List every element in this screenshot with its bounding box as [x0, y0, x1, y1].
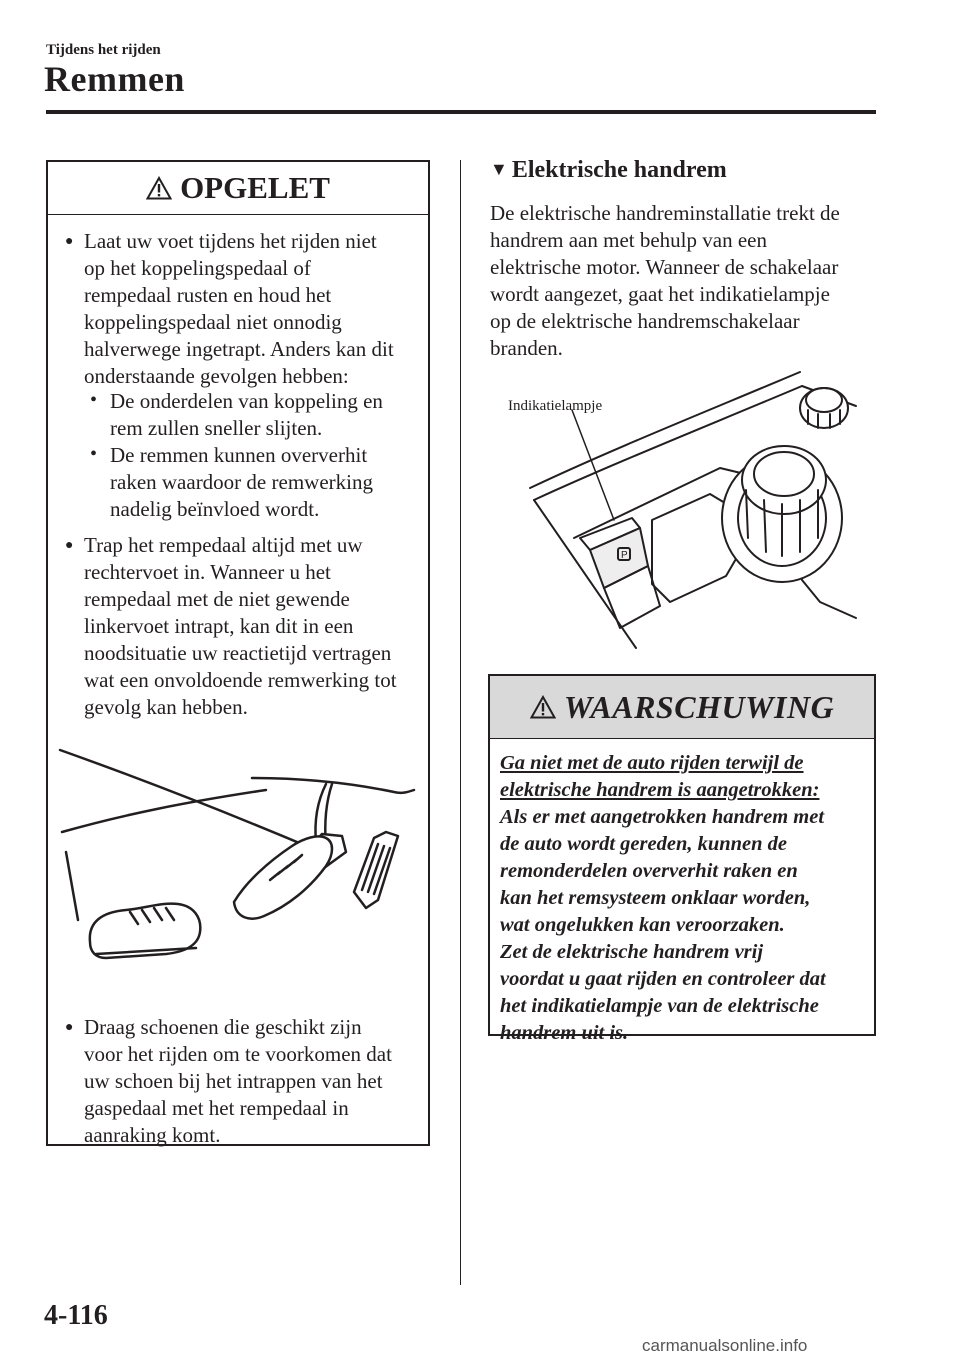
warning-title: WAARSCHUWING	[563, 688, 835, 725]
warning-lead: Ga niet met de auto rijden terwijl de elektrische handrem is aangetrokken:	[500, 752, 820, 801]
caution-bullet-text: Draag schoenen die geschikt zijn voor het rijden om te voorkomen dat uw schoen bij het intrappen van het gaspedaal met het rempedaal in aanraking komt.	[84, 1015, 392, 1147]
subsection-heading-text: Elektrische handrem	[511, 157, 727, 183]
warning-header	[490, 676, 874, 739]
subsection-body: De elektrische handreminstallatie trekt de handrem aan met behulp van een elektrische motor. Wanneer de schakelaar wordt aangezet, gaat het indikatielampje op de elektrische handremschakelaar branden.	[490, 201, 840, 360]
caution-bullet-text: Trap het rempedaal altijd met uw rechtervoet in. Wanneer u het rempedaal met de niet gewende linkervoet intrapt, kan dit in een noodsituatie uw reactietijd vertragen wat een onvoldoende remwerking tot gevolg kan hebben.	[84, 533, 397, 719]
warning-body: Als er met aangetrokken handrem met de auto wordt gereden, kunnen de remonderdelen oververhit raken en kan het remsysteem onklaar worden, wat ongelukken kan veroorzaken. Zet de elektrische handrem vrij voordat u gaat rijden en controleer dat het indikatielampje van de elektrische handrem uit is.	[500, 806, 826, 1044]
page-number: 4-116	[44, 1300, 108, 1331]
header-rule	[46, 110, 876, 114]
bullet-icon: ●	[65, 538, 74, 553]
figure-label: Indikatielampje	[508, 398, 603, 414]
column-divider	[460, 160, 461, 1285]
caution-bullet-text: Laat uw voet tijdens het rijden niet op het koppelingspedaal of rempedaal rusten en houd het koppelingspedaal niet onnodig halverwege ingetrapt. Anders kan dit onderstaande gevolgen hebben:	[84, 229, 394, 388]
caution-box	[46, 160, 430, 1146]
triangle-down-icon: ▼	[490, 159, 508, 179]
bullet-icon: ●	[65, 1020, 74, 1035]
section-label: Tijdens het rijden	[46, 42, 161, 58]
warning-triangle-icon	[146, 176, 172, 200]
svg-text:P: P	[621, 550, 628, 561]
sub-bullet-icon: •	[90, 389, 98, 411]
caution-header	[48, 162, 428, 215]
chapter-title: Remmen	[44, 59, 185, 99]
caution-sub-bullet-text: De onderdelen van koppeling en rem zullen sneller slijten.	[110, 389, 383, 440]
caution-title: OPGELET	[180, 170, 330, 205]
watermark: carmanualsonline.info	[642, 1336, 808, 1355]
subsection-heading	[490, 157, 727, 184]
bullet-icon: ●	[65, 234, 74, 249]
warning-box	[488, 674, 876, 1044]
warning-triangle-icon	[530, 695, 556, 719]
sub-bullet-icon: •	[90, 443, 98, 465]
caution-sub-bullet-text: De remmen kunnen oververhit raken waardoor de remwerking nadelig beïnvloed wordt.	[110, 443, 373, 521]
pedal-illustration	[56, 742, 426, 982]
